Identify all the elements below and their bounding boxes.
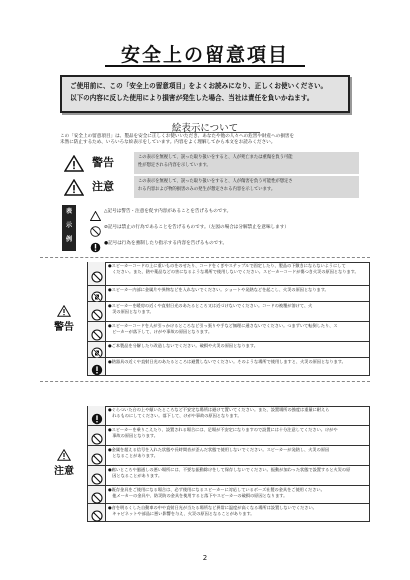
row-text-line: ●スピーカーを乗りこえたり、設置される場合には、足場が不安定になりますので設置には十分注意してください。けがや (108, 427, 338, 432)
divider (40, 381, 370, 382)
table-row (88, 466, 370, 486)
legend-item (90, 238, 350, 250)
row-icon-cell (88, 286, 106, 301)
row-text (108, 263, 368, 284)
row-icon-cell (88, 466, 106, 485)
row-text-line: ●スピーカーコードを人が引っかけるところなど引っ張りや手など無理に通さないでください。つまずいて転倒したり、ス (108, 323, 338, 328)
mandatory-icon (91, 361, 103, 380)
row-text-line: ●既存金具をご使用になる場合は、必ず使用になるスピーカーに対応しているボーズ社製の金具をご使用ください。 (108, 487, 325, 492)
row-text-line: 災の原因となります。 (108, 308, 154, 314)
row-text (108, 287, 368, 300)
caution-side-label: 注意 (54, 466, 74, 477)
row-text (108, 427, 368, 444)
table-row (88, 486, 370, 504)
row-icon-cell (88, 406, 106, 425)
intro-text (60, 134, 360, 146)
legend-item (90, 206, 350, 218)
row-icon-cell (88, 358, 106, 375)
prohibited-icon (91, 507, 103, 526)
table-row (88, 426, 370, 446)
row-text (108, 359, 368, 374)
row-text-line: ください。また、熱や薬品などの害になるような場所で使用しないでください。スピーカーコードが傷つき火災の原因となります。 (108, 268, 359, 274)
caution-label: 注意 (92, 180, 114, 193)
row-icon-cell (88, 302, 106, 321)
row-text-line: ●音を明るくした自動車の中や直射日光が当たる場所など異常に温度が高くなる場所は設置しないでください。 (108, 505, 317, 510)
row-text-line: となることがあります。 (108, 452, 158, 458)
row-text (108, 505, 368, 520)
heading-underline (150, 132, 260, 133)
legend-label-char: 示 (65, 222, 72, 229)
legend-label-char: 表 (65, 208, 72, 215)
row-icon-cell (88, 342, 106, 357)
legend-item (90, 222, 350, 234)
row-text (108, 343, 368, 356)
table-row (88, 302, 370, 322)
row-icon-cell (88, 446, 106, 465)
page-number: 2 (202, 554, 208, 562)
page-title: 安全上の留意項目 (120, 44, 289, 66)
notice-line: 以下の内容に反した使用により損害が発生した場合、当社は責任を負いかねます。 (70, 94, 314, 102)
notice-box (60, 75, 350, 113)
warning-description (134, 152, 359, 174)
intro-line: この「安全上の留意項目」は、製品を安全に正しくお使いいただき、あなたや他の人々への危害や財産への損害を (60, 134, 295, 139)
intro-line: 未然に防止するため、いろいろな絵表示をしています。内容をよく理解してから本文をお読みください。 (60, 140, 276, 146)
pictogram-heading: 絵表示について (171, 123, 239, 134)
table-row (88, 406, 370, 426)
legend-text: ●記号は行為を強制したり指示する内容を告げるものです。 (104, 241, 228, 246)
row-text-line: 事故の原因となります。 (108, 432, 158, 438)
warning-label: 警告 (92, 156, 114, 169)
table-row (88, 358, 370, 376)
row-text-line: ●金属を超える信号を入れた状態や長時間音が歪んだ状態で使用しないでください。スピーカーが発熱し、火災の原因 (108, 447, 330, 452)
row-text-line: れるものにしてください。落下して、けがや事故の原因となります。 (108, 412, 242, 418)
table-row (88, 504, 370, 522)
row-text-line: キャビネットや部品に悪い影響を与え、火災の原因となることがあります。 (108, 510, 255, 516)
table-row (88, 342, 370, 358)
row-text-line: ●ぐらついた台の上や傾いたところなど不安定な場所は避けて置いてください。また、設置場所の強度は重量に耐えら (108, 407, 330, 412)
row-text-line: 他メーカーの金具や、防災防の金具を使用すると落下やスピーカーの破損の原因となります。 (108, 492, 288, 498)
row-icon-cell (88, 426, 106, 445)
warning-definition (62, 152, 360, 174)
table-row (88, 446, 370, 466)
row-text-line: ●ご本製品を分解したり改造しないでください。破損や火災の原因となります。 (108, 343, 258, 348)
mandatory-icon (90, 238, 101, 257)
row-text-line: ●スピーカーコードの上に重いものをのせたり、コードをくぎやステップルで固定したり、製品の下敷きにならないようにして (108, 263, 346, 268)
row-text (108, 447, 368, 464)
warning-side-label: 警告 (54, 322, 74, 333)
row-text-line: ●熱器具の近くや直射日光のあたるところは避置しないでください。そのような場所で使用しますと、火災の原因となります。 (108, 359, 346, 364)
row-text (108, 487, 368, 502)
row-text-line: 因となることがあります。 (108, 472, 163, 478)
legend-label (62, 205, 76, 251)
row-text (108, 323, 368, 340)
row-icon-cell (88, 262, 106, 285)
row-text-line: ●廊いところや風通しの悪い場所には、不要な振動除けをして保存しないでください。振動が加わった状態で設置すると火災の原 (108, 467, 351, 472)
row-text (108, 467, 368, 484)
row-text-line: ピーカーが落下して、けがや事故の原因となります。 (108, 328, 213, 334)
desc-line: 性が想定される内容を示しています。 (138, 163, 211, 168)
row-icon-cell (88, 486, 106, 503)
row-text (108, 303, 368, 320)
warning-triangle-icon (64, 155, 84, 176)
desc-line: この表示を無視して、誤った取り扱いをすると、人が傷害を負う可能性が想定さ (138, 179, 293, 184)
row-icon-cell (88, 322, 106, 341)
caution-side (40, 406, 88, 522)
title-underline (105, 65, 305, 67)
notice-line: ご使用前に、この「安全上の留意項目」をよくお読みになり、正しくお使いください。 (70, 82, 328, 90)
legend-text: ⊘記号は禁止の行為であることを告げるものです。（左図の場合は分解禁止を意味します） (104, 225, 289, 230)
table-row (88, 262, 370, 286)
row-text (108, 407, 368, 424)
row-icon-cell (88, 504, 106, 521)
legend-text: △記号は警告・注意を促す内容があることを告げるものです。 (104, 209, 232, 214)
warning-side (40, 262, 88, 376)
caution-description (134, 176, 359, 198)
caution-triangle-icon (64, 179, 84, 200)
prohibited-icon (91, 268, 103, 287)
row-text-line: ●スピーカーを暖房の近くや直射日光のあたるところ又は近づけないでください。コードの被覆が溶けて、火 (108, 303, 313, 308)
caution-definition (62, 176, 360, 198)
table-row (88, 322, 370, 342)
desc-line: この表示を無視して、誤った取り扱いをすると、人が死亡または重傷を負う可能 (138, 155, 293, 160)
divider (40, 257, 370, 258)
desc-line: れる内容および物的損害のみの発生が想定される内容を示しています。 (138, 187, 276, 192)
legend-label-char: 例 (65, 236, 72, 243)
row-text-line: ●スピーカー内部に金属片や異物などを入れないでください。ショートや発熱などを起こし、火災の原因となります。 (108, 287, 329, 292)
table-row (88, 286, 370, 302)
